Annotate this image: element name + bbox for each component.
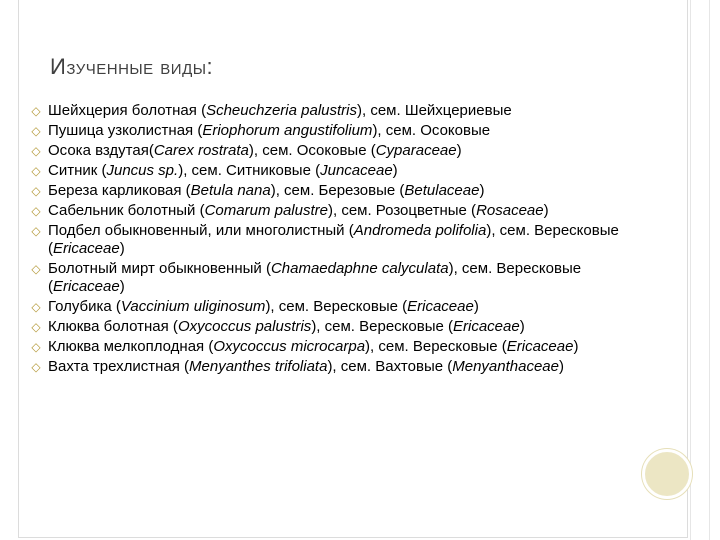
diamond-outline-icon: ◇ (31, 124, 41, 138)
species-text: Осока вздутая(Carex rostrata), сем. Осоковые (Cyparaceae) (48, 142, 462, 159)
species-list (30, 102, 650, 378)
species-text: Сабельник болотный (Comarum palustre), сем. Розоцветные (Rosaceae) (48, 202, 549, 219)
diamond-outline-icon: ◇ (31, 204, 41, 218)
species-text: Клюква болотная (Oxycoccus palustris), сем. Вересковые (Ericaceae) (48, 318, 525, 335)
species-text: Клюква мелкоплодная (Oxycoccus microcarpa), сем. Вересковые (Ericaceae) (48, 338, 579, 355)
diamond-outline-icon: ◇ (31, 144, 41, 158)
diamond-outline-icon: ◇ (31, 164, 41, 178)
species-item (30, 298, 650, 316)
species-item (30, 182, 650, 200)
diamond-outline-icon: ◇ (31, 300, 41, 314)
diamond-outline-icon: ◇ (31, 224, 41, 238)
species-item (30, 222, 650, 258)
species-item (30, 102, 650, 120)
diamond-outline-icon: ◇ (31, 184, 41, 198)
species-item (30, 162, 650, 180)
decorative-circle (642, 449, 692, 499)
diamond-outline-icon: ◇ (31, 262, 41, 276)
species-item (30, 358, 650, 376)
species-text: Вахта трехлистная (Menyanthes trifoliata), сем. Вахтовые (Menyanthaceae) (48, 358, 564, 375)
species-item (30, 122, 650, 140)
diamond-outline-icon: ◇ (31, 340, 41, 354)
diamond-outline-icon: ◇ (31, 320, 41, 334)
species-text: Болотный мирт обыкновенный (Chamaedaphne calyculata), сем. Вересковые (Ericaceae) (48, 260, 582, 295)
species-text: Пушица узколистная (Eriophorum angustifolium), сем. Осоковые (48, 122, 491, 139)
species-item (30, 338, 650, 356)
slide-title: Изученные виды: (50, 54, 214, 79)
diamond-outline-icon: ◇ (31, 104, 41, 118)
species-text: Ситник (Juncus sp.), сем. Ситниковые (Juncaceae) (48, 162, 398, 179)
species-text: Шейхцерия болотная (Scheuchzeria palustris), сем. Шейхцериевые (48, 102, 512, 119)
species-item (30, 142, 650, 160)
species-item (30, 318, 650, 336)
species-text: Голубика (Vaccinium uliginosum), сем. Вересковые (Ericaceae) (48, 298, 479, 315)
species-text: Береза карликовая (Betula nana), сем. Березовые (Betulaceae) (48, 182, 485, 199)
species-text: Подбел обыкновенный, или многолистный (Andromeda polifolia), сем. Вересковые (Ericaceae) (48, 222, 619, 257)
species-item (30, 260, 650, 296)
diamond-outline-icon: ◇ (31, 360, 41, 374)
right-stripe-decoration (690, 0, 710, 540)
species-item (30, 202, 650, 220)
